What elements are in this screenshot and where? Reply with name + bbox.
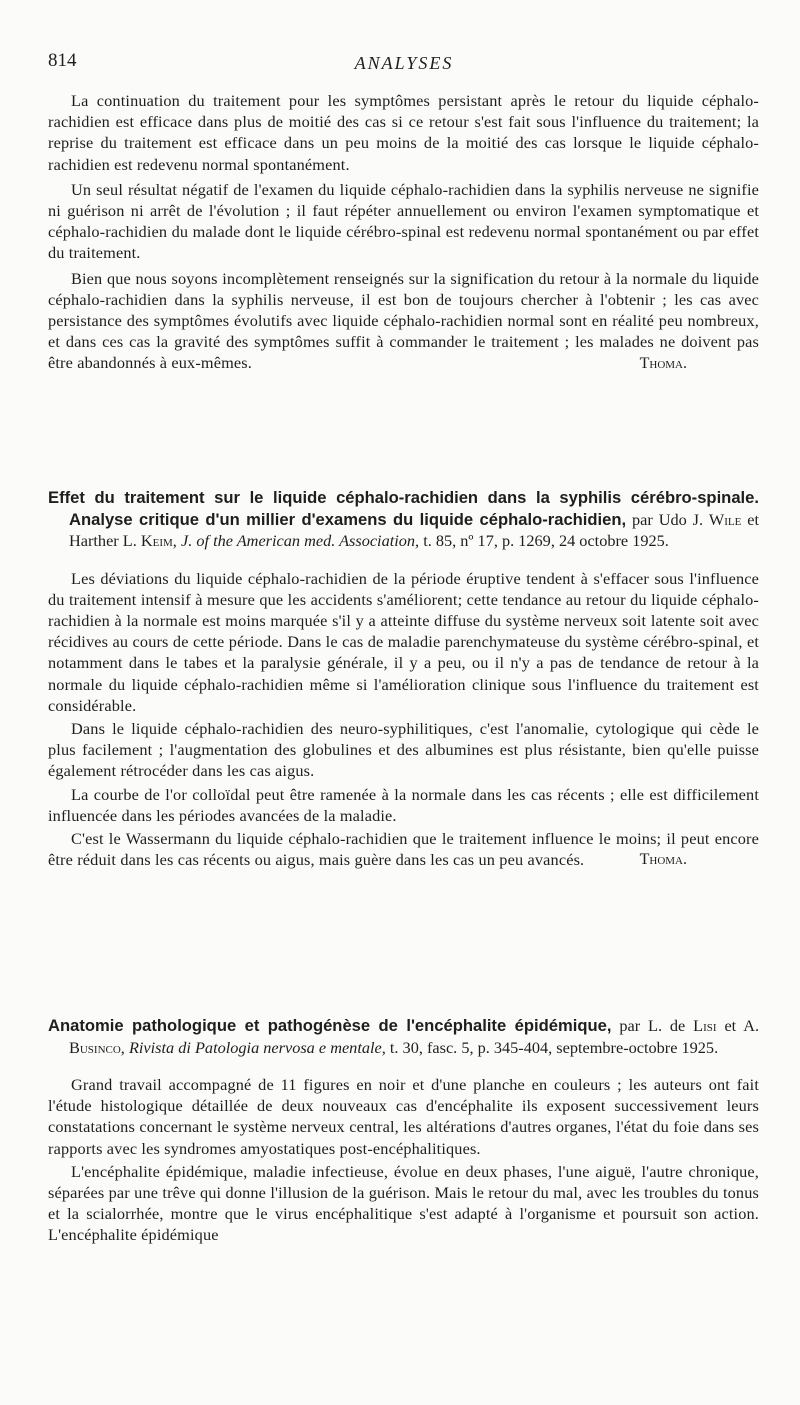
body-paragraph: Bien que nous soyons incomplètement renseignés sur la signification du retour à la normale du liquide céphalo-rachidien dans la syphilis nerveuse, il est bon de toujours chercher à l'obtenir ; les cas avec persistance des symptômes évolutifs avec liquide céphalo-rachidien normal sont en réalité peu nombreux, et dans ces cas la gravité des symptômes suffit à commander le traitement ; les malades ne doivent pas être abandonnés à eux-mêmes. xyxy=(48,268,759,373)
author-first: A. xyxy=(743,1016,760,1035)
journal-name: J. of the American med. Association, xyxy=(180,531,420,550)
author-last: Wile xyxy=(708,509,742,529)
body-paragraph: L'encéphalite épidémique, maladie infectieuse, évolue en deux phases, l'une aiguë, l'autre chronique, séparées par une trêve qui donne l'illusion de la guérison. Mais le retour du mal, avec les troubles du tonus et la scialorrhée, montre que le virus encéphalitique s'est adapté à l'organisme et poursuit son action. L'encéphalite épidémique xyxy=(48,1161,759,1245)
by-word: par xyxy=(632,509,653,529)
citation-reference: t. 85, nº 17, p. 1269, 24 octobre 1925. xyxy=(423,531,669,550)
running-head xyxy=(48,50,760,80)
article-review-2 xyxy=(48,1015,759,1246)
reviewer-signature: Thoma. xyxy=(639,851,687,869)
article-review-1 xyxy=(48,487,759,869)
article-heading xyxy=(48,1015,759,1058)
author-first: Harther L. xyxy=(69,531,137,550)
article-title: Effet du traitement sur le liquide céphalo-rachidien dans la syphilis cérébro-spinale. Analyse critique d'un millier d'examens du liquide céphalo-rachidien, xyxy=(48,488,759,529)
by-word: par xyxy=(619,1016,641,1035)
citation-reference: t. 30, fasc. 5, p. 345-404, septembre-octobre 1925. xyxy=(389,1037,719,1057)
section-title: ANALYSES xyxy=(354,53,454,73)
and-word: et xyxy=(747,509,759,529)
page-number: 814 xyxy=(48,50,77,71)
body-paragraph: Un seul résultat négatif de l'examen du liquide céphalo-rachidien dans la syphilis nerveuse ne signifie ni guérison ni arrêt de l'évolution ; il faut répéter annuellement ou environ l'examen symptomatique et céphalo-rachidien du malade dont le liquide cérébro-spinal est redevenu normal spontanément ou par effet du traitement. xyxy=(48,179,759,263)
body-paragraph: La continuation du traitement pour les symptômes persistant après le retour du liquide céphalo-rachidien est efficace dans plus de moitié des cas si ce retour s'est fait sous l'influence du traitement; la reprise du traitement est efficace dans un peu moins de la moitié des cas lorsque le liquide céphalo-rachidien est redevenu normal spontanément. xyxy=(48,91,759,174)
body-paragraph: La courbe de l'or colloïdal peut être ramenée à la normale dans les cas récents ; elle est difficilement influencée dans les périodes avancées de la maladie. xyxy=(48,784,759,825)
author-first: Udo J. xyxy=(658,509,704,529)
body-paragraph: Grand travail accompagné de 11 figures en noir et d'une planche en couleurs ; les auteurs ont fait l'étude histologique détaillée de deux nouveaux cas d'encéphalite ils exposent successivement leurs constatations concernant le système nerveux central, les altérations d'autres organes, l'état du foie dans ses rapports avec les syndromes amyostatiques post-encéphalitiques. xyxy=(48,1075,759,1158)
continued-review xyxy=(48,90,759,373)
author-last: Businco, xyxy=(69,1037,125,1057)
body-paragraph: Dans le liquide céphalo-rachidien des neuro-syphilitiques, c'est l'anomalie, cytologique qui cède le plus facilement ; l'augmentation des globulines et des albumines est plus résistante, bien qu'elle puisse également rétrocéder dans les cas aigus. xyxy=(48,718,759,781)
article-title: Anatomie pathologique et pathogénèse de l'encéphalite épidémique, xyxy=(48,1016,612,1035)
journal-name: Rivista di Patologia nervosa e mentale, xyxy=(128,1037,386,1057)
author-first: L. de xyxy=(648,1016,686,1035)
body-paragraph: C'est le Wassermann du liquide céphalo-rachidien que le traitement influence le moins; il peut encore être réduit dans les cas récents ou aigus, mais guère dans les cas un peu avancés. xyxy=(48,828,759,870)
and-word: et xyxy=(724,1016,737,1035)
reviewer-signature: Thoma. xyxy=(639,354,687,372)
author-last: Lisi xyxy=(693,1016,717,1035)
author-last: Keim, xyxy=(140,531,177,550)
article-heading xyxy=(48,487,759,552)
body-paragraph: Les déviations du liquide céphalo-rachidien de la période éruptive tendent à s'effacer sous l'influence du traitement intensif à mesure que les accidents s'améliorent; cette tendance au retour du liquide céphalo-rachidien à la normale est moins marquée s'il y a atteinte diffuse du système nerveux soit latente soit avec récidives au cours de cette période. Dans le cas de maladie parenchymateuse du système cérébro-spinal, et notamment dans le tabes et la paralysie générale, il y a peu, ou il n'y a pas de tendance de retour à la normale du liquide céphalo-rachidien même si l'amélioration clinique sous l'influence du traitement est considérable. xyxy=(48,568,759,715)
